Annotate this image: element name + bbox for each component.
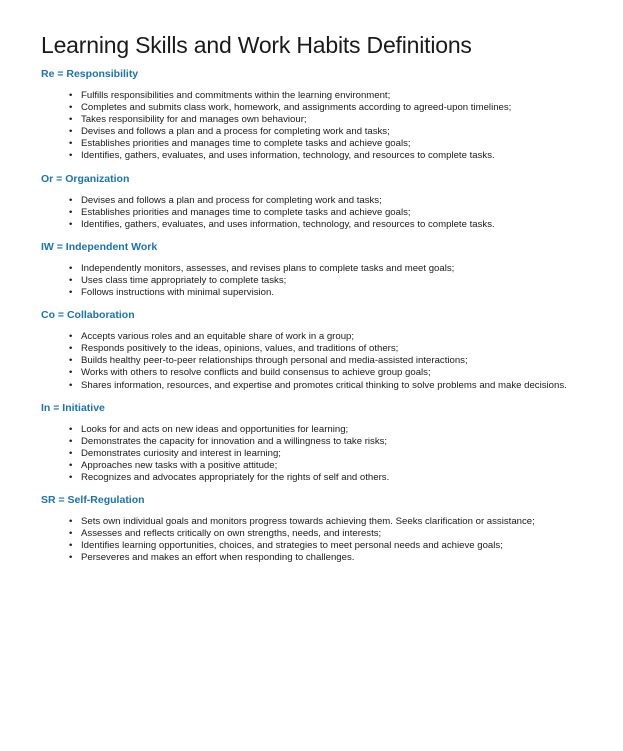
bullet-icon: •	[69, 90, 73, 101]
section-collaboration	[41, 309, 603, 391]
bullet-list	[41, 195, 603, 231]
bullet-icon: •	[69, 435, 73, 447]
list-item	[69, 287, 603, 299]
bullet-icon: •	[69, 379, 73, 391]
list-item-text: Independently monitors, assesses, and revises plans to complete tasks and meet goals;	[81, 262, 455, 274]
bullet-icon: •	[69, 218, 73, 230]
list-item	[69, 102, 603, 114]
list-item-text: Builds healthy peer-to-peer relationships through personal and media-assisted interactions;	[81, 355, 468, 367]
list-item	[69, 355, 603, 367]
list-item	[69, 90, 603, 102]
list-item-text: Follows instructions with minimal supervision.	[81, 287, 275, 299]
list-item-text: Shares information, resources, and expertise and promotes critical thinking to solve problems and make decisions.	[81, 379, 567, 391]
bullet-icon: •	[69, 447, 73, 459]
list-item-text: Perseveres and makes an effort when responding to challenges.	[81, 552, 355, 564]
list-item	[69, 138, 603, 150]
list-item	[69, 540, 603, 552]
bullet-icon: •	[69, 150, 73, 162]
bullet-icon: •	[69, 102, 73, 114]
list-item-text: Uses class time appropriately to complete tasks;	[81, 274, 287, 286]
list-item	[69, 219, 603, 231]
list-item	[69, 448, 603, 460]
bullet-icon: •	[69, 423, 73, 435]
list-item	[69, 331, 603, 343]
list-item	[69, 263, 603, 275]
bullet-icon: •	[69, 138, 73, 150]
bullet-icon: •	[69, 516, 73, 528]
bullet-icon: •	[69, 331, 73, 343]
list-item-text: Approaches new tasks with a positive attitude;	[81, 459, 278, 471]
list-item	[69, 552, 603, 564]
bullet-icon: •	[69, 262, 73, 274]
list-item	[69, 150, 603, 162]
list-item-text: Recognizes and advocates appropriately for the rights of self and others.	[81, 471, 390, 483]
section-responsibility	[41, 68, 603, 163]
list-item-text: Devises and follows a plan and process for completing work and tasks;	[81, 194, 382, 206]
bullet-icon: •	[69, 540, 73, 552]
list-item	[69, 528, 603, 540]
bullet-list	[41, 263, 603, 299]
bullet-list	[41, 90, 603, 163]
list-item-text: Accepts various roles and an equitable share of work in a group;	[81, 331, 355, 343]
list-item-text: Establishes priorities and manages time to complete tasks and achieve goals;	[81, 206, 411, 218]
list-item-text: Responds positively to the ideas, opinions, values, and traditions of others;	[81, 343, 399, 355]
bullet-icon: •	[69, 126, 73, 138]
section-initiative	[41, 402, 603, 484]
bullet-icon: •	[69, 471, 73, 483]
list-item	[69, 472, 603, 484]
list-item	[69, 207, 603, 219]
list-item-text: Takes responsibility for and manages own behaviour;	[81, 114, 307, 126]
bullet-list	[41, 331, 603, 391]
list-item-text: Completes and submits class work, homework, and assignments according to agreed-upon timelines;	[81, 102, 512, 114]
list-item	[69, 275, 603, 287]
list-item-text: Identifies, gathers, evaluates, and uses information, technology, and resources to complete tasks.	[81, 218, 495, 230]
section-heading: Co = Collaboration	[41, 309, 135, 322]
list-item-text: Looks for and acts on new ideas and opportunities for learning;	[81, 423, 349, 435]
list-item	[69, 516, 603, 528]
section-organization	[41, 173, 603, 231]
sections-container	[41, 68, 603, 564]
list-item-text: Assesses and reflects critically on own strengths, needs, and interests;	[81, 528, 382, 540]
section-heading: IW = Independent Work	[41, 240, 158, 253]
bullet-icon: •	[69, 287, 73, 299]
bullet-icon: •	[69, 367, 73, 379]
bullet-icon: •	[69, 459, 73, 471]
list-item-text: Sets own individual goals and monitors progress towards achieving them. Seeks clarification or assistance;	[81, 516, 535, 528]
section-heading: In = Initiative	[41, 401, 105, 414]
bullet-icon: •	[69, 206, 73, 218]
section-self-regulation	[41, 494, 603, 564]
list-item-text: Establishes priorities and manages time to complete tasks and achieve goals;	[81, 138, 411, 150]
list-item	[69, 343, 603, 355]
list-item	[69, 367, 603, 379]
bullet-icon: •	[69, 343, 73, 355]
bullet-icon: •	[69, 355, 73, 367]
section-heading: Or = Organization	[41, 172, 130, 185]
list-item	[69, 436, 603, 448]
list-item	[69, 380, 603, 392]
list-item	[69, 126, 603, 138]
page-title: Learning Skills and Work Habits Definitions	[41, 32, 472, 58]
list-item-text: Identifies, gathers, evaluates, and uses information, technology, and resources to complete tasks.	[81, 150, 495, 162]
list-item	[69, 424, 603, 436]
bullet-list	[41, 424, 603, 484]
list-item-text: Devises and follows a plan and a process for completing work and tasks;	[81, 126, 390, 138]
list-item-text: Demonstrates curiosity and interest in learning;	[81, 447, 281, 459]
bullet-list	[41, 516, 603, 564]
list-item-text: Identifies learning opportunities, choices, and strategies to meet personal needs and achieve goals;	[81, 540, 503, 552]
bullet-icon: •	[69, 552, 73, 564]
bullet-icon: •	[69, 274, 73, 286]
list-item	[69, 460, 603, 472]
bullet-icon: •	[69, 528, 73, 540]
section-heading: SR = Self-Regulation	[41, 494, 145, 507]
section-independent-work	[41, 241, 603, 299]
section-heading: Re = Responsibility	[41, 68, 139, 80]
list-item-text: Works with others to resolve conflicts and build consensus to achieve group goals;	[81, 367, 431, 379]
list-item	[69, 114, 603, 126]
list-item-text: Fulfills responsibilities and commitments within the learning environment;	[81, 90, 391, 101]
list-item	[69, 195, 603, 207]
bullet-icon: •	[69, 114, 73, 126]
list-item-text: Demonstrates the capacity for innovation and a willingness to take risks;	[81, 435, 388, 447]
bullet-icon: •	[69, 194, 73, 206]
